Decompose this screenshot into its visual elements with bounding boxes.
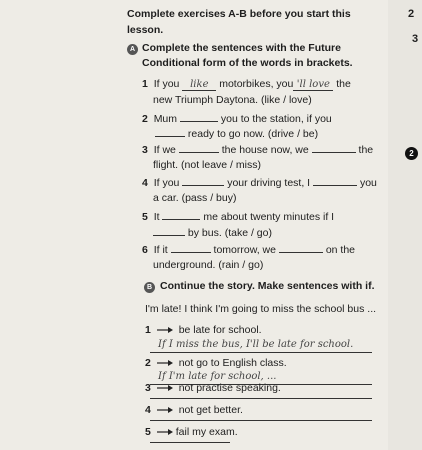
answer-blank[interactable] [162,210,200,220]
exercise-a-item-1-cont: new Triumph Daytona. (like / love) [153,94,312,106]
item-number: 3 [145,382,151,394]
exercise-b-intro: I'm late! I think I'm going to miss the school bus ... [145,303,377,315]
circle-badge: 2 [405,147,418,160]
item-text: If you [153,78,180,90]
answer-rule[interactable] [150,398,372,399]
answer-blank[interactable] [171,243,211,253]
item-text: motorbikes, you [219,78,294,90]
answer-blank[interactable]: 'll love [293,79,333,91]
answer-blank[interactable] [153,226,185,236]
answer-blank[interactable] [313,176,357,186]
answer-line-2[interactable]: If I'm late for school, ... [158,371,277,382]
margin-mark: 2 [408,8,415,20]
margin-mark: 3 [412,33,419,45]
item-number: 6 [142,244,148,256]
exercise-b-item-2 [145,357,287,369]
item-text: on the [325,244,356,256]
item-text: your driving test, I [227,177,311,189]
item-number: 5 [142,211,148,223]
exercise-a-item-4-cont: a car. (pass / buy) [153,192,237,204]
exercise-a-title-2: Conditional form of the words in brackets. [142,57,353,69]
exercise-b-item-3 [145,382,281,394]
answer-rule[interactable] [150,442,230,443]
exercise-b-item-1 [145,324,262,336]
item-text: It [153,211,160,223]
exercise-b-title: Continue the story. Make sentences with if. [160,280,375,292]
item-text: me about twenty minutes if I [203,211,335,223]
answer-rule [150,352,372,353]
answer-blank[interactable]: like [182,79,216,91]
exercise-a-item-3 [142,143,373,156]
item-text: fail my exam. [175,426,238,438]
instruction-line-2: lesson. [127,24,164,36]
item-number: 5 [145,426,151,438]
exercise-a-item-1 [142,78,351,91]
item-text: Mum [153,113,178,125]
answer-blank[interactable] [279,243,323,253]
exercise-a-title-1: Complete the sentences with the Future [142,42,341,54]
item-number: 1 [142,78,148,90]
exercise-a-item-2 [142,112,332,125]
item-text: you [359,177,377,189]
exercise-a-item-6 [142,243,355,256]
item-text: not get better. [178,404,243,416]
item-text: not practise speaking. [178,382,281,394]
answer-blank[interactable] [182,176,224,186]
answer-rule[interactable] [150,420,372,421]
exercise-a-item-3-cont: flight. (not leave / miss) [153,159,261,171]
item-text: the [336,78,351,90]
arrow-right-icon [157,385,173,391]
item-number: 3 [142,144,148,156]
item-number: 2 [145,357,151,369]
exercise-a-item-4 [142,176,377,189]
item-number: 1 [145,324,151,336]
answer-blank[interactable] [180,112,218,122]
answer-blank[interactable] [312,143,356,153]
exercise-b-item-5 [145,426,238,438]
item-number: 4 [142,177,148,189]
exercise-a-item-5 [142,210,334,223]
item-text: tomorrow, we [213,244,276,256]
item-text: ready to go now. (drive / be) [187,128,319,140]
exercise-a-item-6-cont: underground. (rain / go) [153,259,264,271]
exercise-b-item-4 [145,404,243,416]
exercise-a-item-5-cont [153,226,272,239]
item-text: by bus. (take / go) [187,227,272,239]
item-text: If you [153,177,180,189]
exercise-a-item-2-cont [155,127,318,140]
arrow-right-icon [157,407,173,413]
instruction-line-1: Complete exercises A-B before you start this [127,8,351,20]
answer-blank[interactable] [155,127,185,137]
item-text: If it [153,244,168,256]
item-text: the [358,144,374,156]
item-text: not go to English class. [178,357,287,369]
item-text: you to the station, if you [220,113,332,125]
page-margin [388,0,422,450]
item-text: the house now, we [221,144,309,156]
exercise-b-badge: B [144,282,155,293]
answer-blank[interactable] [179,143,219,153]
answer-line-1[interactable]: If I miss the bus, I'll be late for school. [158,339,354,350]
arrow-right-icon [157,327,173,333]
arrow-right-icon [157,429,173,435]
arrow-right-icon [157,360,173,366]
item-number: 2 [142,113,148,125]
item-number: 4 [145,404,151,416]
item-text: If we [153,144,176,156]
item-text: be late for school. [178,324,262,336]
exercise-a-badge: A [127,44,138,55]
